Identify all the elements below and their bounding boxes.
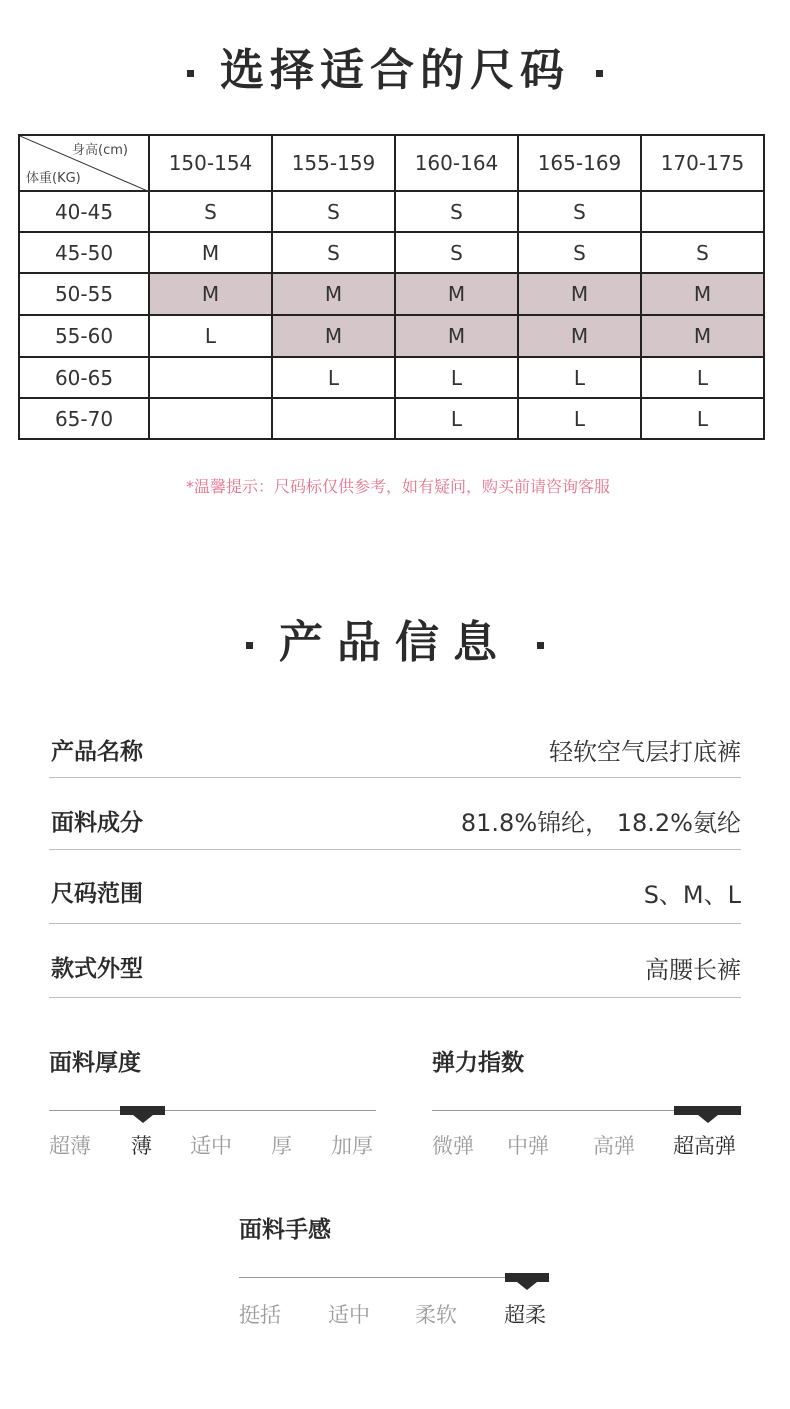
size-table-row [19, 315, 764, 357]
info-value: 81.8%锦纶， 18.2%氨纶 [460, 809, 741, 837]
size-cell: L [395, 357, 518, 398]
scale-fabric-thickness [49, 1044, 377, 1164]
size-table-row [19, 273, 764, 315]
size-cell: M [641, 273, 764, 315]
size-section-title-text: 选择适合的尺码 [220, 45, 570, 96]
title-dot-right [596, 70, 603, 77]
scale-title: 弹力指数 [432, 1050, 524, 1076]
scale-elasticity [432, 1044, 744, 1164]
size-cell: M [395, 315, 518, 357]
scale-option: 柔软 [415, 1303, 457, 1327]
size-section-title [0, 34, 790, 98]
size-cell: L [149, 315, 272, 357]
size-cell: M [641, 315, 764, 357]
info-row-product-name [49, 705, 741, 778]
weight-range-cell: 55-60 [19, 315, 149, 357]
weight-range-cell: 40-45 [19, 191, 149, 232]
size-cell: M [272, 273, 395, 315]
height-range-header: 150-154 [149, 135, 272, 191]
size-cell: S [272, 191, 395, 232]
size-table-header-row [19, 135, 764, 191]
weight-range-cell: 45-50 [19, 232, 149, 273]
size-chart-table [18, 134, 765, 440]
size-cell: L [395, 398, 518, 439]
info-row-size-range [49, 849, 741, 924]
height-range-header: 160-164 [395, 135, 518, 191]
product-info-title-text: 产品信息 [279, 617, 511, 668]
size-cell: S [395, 232, 518, 273]
corner-height-label: 身高(cm) [72, 143, 128, 158]
size-cell: M [395, 273, 518, 315]
scale-marker [674, 1106, 741, 1115]
info-value: S、M、L [643, 881, 741, 909]
height-range-header: 165-169 [518, 135, 641, 191]
size-cell: M [272, 315, 395, 357]
title-dot-right [537, 642, 544, 649]
scale-option-selected: 超柔 [504, 1303, 546, 1327]
weight-range-cell: 65-70 [19, 398, 149, 439]
title-dot-left [187, 70, 194, 77]
info-label: 产品名称 [51, 739, 143, 765]
weight-range-cell: 60-65 [19, 357, 149, 398]
size-cell: M [518, 315, 641, 357]
scale-option: 挺括 [239, 1303, 281, 1327]
scale-marker [120, 1106, 165, 1115]
size-cell: S [149, 191, 272, 232]
scale-option-selected: 超高弹 [673, 1134, 736, 1158]
height-range-header: 170-175 [641, 135, 764, 191]
info-label: 面料成分 [51, 810, 143, 836]
size-tip-note: *温馨提示：尺码标仅供参考，如有疑问，购买前请咨询客服 [185, 477, 610, 496]
scale-option: 厚 [271, 1134, 292, 1158]
size-table-row [19, 357, 764, 398]
scale-option: 适中 [328, 1303, 370, 1327]
size-cell: L [641, 357, 764, 398]
info-label: 款式外型 [51, 956, 143, 982]
product-info-title [0, 606, 790, 670]
title-dot-left [246, 642, 253, 649]
size-table-row [19, 191, 764, 232]
size-table-corner-cell [19, 135, 149, 191]
info-row-fabric-composition [49, 777, 741, 850]
height-range-header: 155-159 [272, 135, 395, 191]
size-cell: S [641, 232, 764, 273]
scale-option: 超薄 [49, 1134, 91, 1158]
scale-track [49, 1110, 376, 1111]
size-cell: S [518, 191, 641, 232]
scale-option: 适中 [190, 1134, 232, 1158]
size-cell: M [518, 273, 641, 315]
size-cell: S [518, 232, 641, 273]
size-cell: L [518, 357, 641, 398]
size-table-row [19, 398, 764, 439]
scale-option: 中弹 [507, 1134, 549, 1158]
info-value: 高腰长裤 [645, 956, 741, 984]
size-cell: S [395, 191, 518, 232]
scale-fabric-hand-feel [239, 1211, 551, 1331]
scale-track [239, 1277, 548, 1278]
size-table-body [19, 191, 764, 439]
scale-marker [505, 1273, 549, 1282]
info-label: 尺码范围 [51, 881, 143, 907]
size-cell: L [272, 357, 395, 398]
size-cell: S [272, 232, 395, 273]
size-cell [272, 398, 395, 439]
info-row-style [49, 923, 741, 998]
corner-weight-label: 体重(KG) [26, 171, 81, 186]
size-table-row [19, 232, 764, 273]
scale-title: 面料手感 [239, 1217, 331, 1243]
scale-option-selected: 薄 [131, 1134, 152, 1158]
size-cell [149, 357, 272, 398]
info-value: 轻软空气层打底裤 [549, 738, 741, 766]
size-cell [641, 191, 764, 232]
weight-range-cell: 50-55 [19, 273, 149, 315]
size-cell: L [518, 398, 641, 439]
scale-option: 加厚 [331, 1134, 373, 1158]
scale-option: 高弹 [593, 1134, 635, 1158]
size-cell: M [149, 232, 272, 273]
scale-option: 微弹 [432, 1134, 474, 1158]
size-cell: L [641, 398, 764, 439]
size-cell: M [149, 273, 272, 315]
size-cell [149, 398, 272, 439]
scale-title: 面料厚度 [49, 1050, 141, 1076]
